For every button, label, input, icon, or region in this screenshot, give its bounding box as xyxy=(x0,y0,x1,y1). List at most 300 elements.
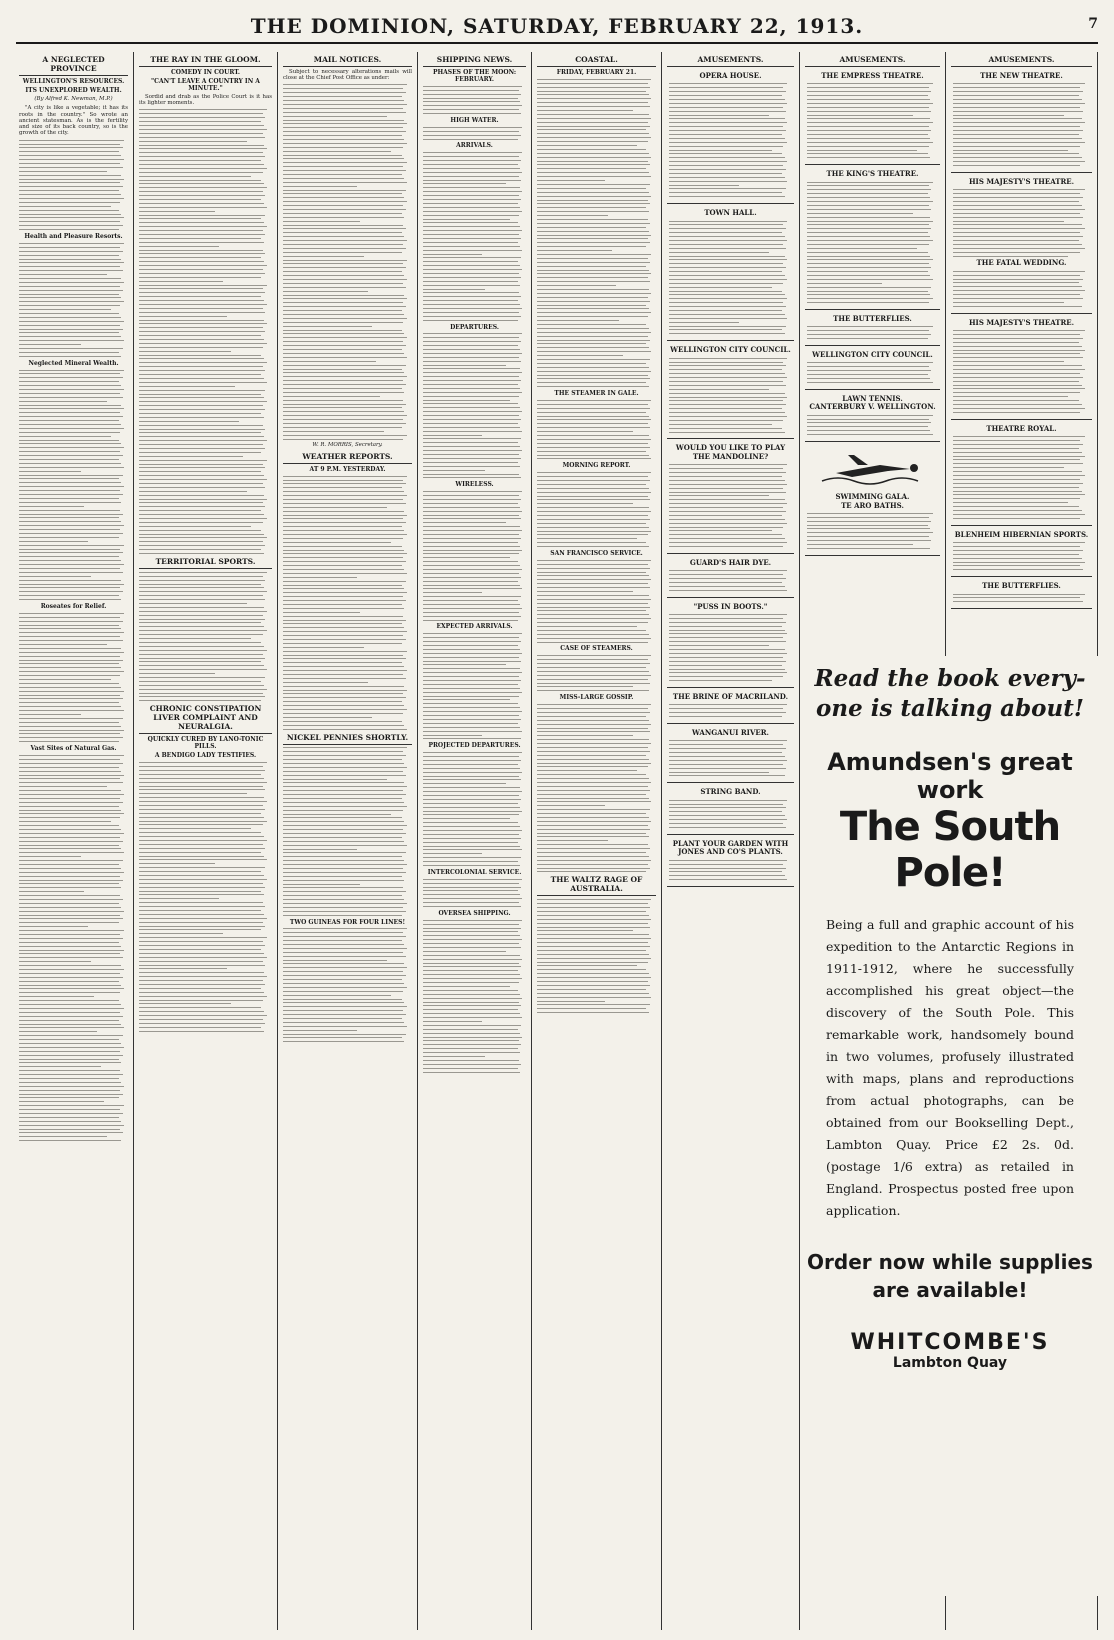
advert-seller-location: Lambton Quay xyxy=(892,1355,1008,1371)
text-line xyxy=(423,86,522,87)
text-line xyxy=(537,308,649,309)
text-line xyxy=(669,173,782,174)
text-line xyxy=(283,987,407,988)
advert-wanganui-river xyxy=(667,726,794,783)
advert-text xyxy=(669,570,792,590)
text-line xyxy=(19,412,120,413)
text-line xyxy=(669,626,782,627)
text-line xyxy=(283,491,404,492)
text-line xyxy=(537,238,648,239)
text-line xyxy=(139,382,267,383)
text-line xyxy=(19,950,124,951)
text-line xyxy=(537,347,649,348)
text-line xyxy=(19,1105,124,1106)
text-line xyxy=(537,351,651,352)
text-line xyxy=(953,385,1082,386)
text-line xyxy=(139,871,261,872)
text-line xyxy=(139,506,265,507)
text-line xyxy=(953,350,1085,351)
text-line xyxy=(139,615,263,616)
text-line xyxy=(537,683,650,684)
text-line xyxy=(953,558,1082,559)
advert-opera-house xyxy=(667,69,794,204)
text-line xyxy=(669,546,783,547)
text-line xyxy=(669,259,787,260)
text-line xyxy=(537,663,650,664)
text-line xyxy=(807,370,931,371)
text-line xyxy=(669,385,786,386)
text-line xyxy=(139,421,239,422)
text-line xyxy=(19,140,124,141)
text-line xyxy=(283,944,404,945)
text-line xyxy=(537,728,648,729)
text-line xyxy=(139,1019,263,1020)
text-line xyxy=(283,166,403,167)
text-line xyxy=(953,510,1082,511)
text-line xyxy=(139,658,265,659)
text-line xyxy=(807,240,933,241)
text-line xyxy=(19,926,88,927)
text-line xyxy=(139,1031,264,1032)
text-line xyxy=(953,193,1080,194)
text-line xyxy=(283,256,364,257)
text-line xyxy=(423,349,520,350)
text-line xyxy=(807,217,930,218)
text-line xyxy=(283,209,406,210)
text-line xyxy=(669,126,783,127)
text-line xyxy=(283,139,404,140)
text-line xyxy=(423,538,521,539)
text-line xyxy=(139,386,235,387)
body-text xyxy=(19,140,128,230)
text-line xyxy=(537,1004,650,1005)
text-line xyxy=(537,575,649,576)
text-line xyxy=(19,587,120,588)
text-line xyxy=(423,546,520,547)
text-line xyxy=(19,860,123,861)
text-line xyxy=(953,365,1082,366)
text-line xyxy=(807,228,931,229)
text-line xyxy=(669,122,787,123)
text-line xyxy=(537,731,650,732)
text-line xyxy=(537,476,648,477)
text-line xyxy=(953,459,1080,460)
text-line xyxy=(423,865,520,866)
text-line xyxy=(283,581,406,582)
text-line xyxy=(283,1002,404,1003)
text-line xyxy=(139,634,263,635)
text-line xyxy=(423,906,521,907)
text-line xyxy=(19,325,120,326)
text-line xyxy=(669,240,787,241)
text-line xyxy=(19,981,119,982)
text-line xyxy=(423,731,522,732)
text-line xyxy=(19,961,91,962)
text-line xyxy=(807,201,933,202)
text-line xyxy=(139,355,261,356)
text-line xyxy=(139,805,263,806)
text-line xyxy=(669,649,785,650)
text-line xyxy=(283,147,403,148)
text-line xyxy=(139,595,263,596)
text-line xyxy=(807,419,929,420)
text-line xyxy=(19,771,121,772)
text-line xyxy=(139,813,261,814)
text-line xyxy=(423,357,519,358)
text-line xyxy=(139,218,261,219)
advert-text xyxy=(953,436,1090,519)
text-line xyxy=(19,436,111,437)
advert-text xyxy=(953,83,1090,166)
text-line xyxy=(139,261,264,262)
text-line xyxy=(19,992,120,993)
text-line xyxy=(537,176,651,177)
text-line xyxy=(423,947,521,948)
text-line xyxy=(423,684,518,685)
page-number: 7 xyxy=(1088,16,1098,32)
text-line xyxy=(283,1014,406,1015)
text-line xyxy=(537,427,650,428)
advert-hair-dye xyxy=(667,556,794,598)
text-line xyxy=(139,817,264,818)
text-line xyxy=(807,236,930,237)
text-line xyxy=(283,507,387,508)
text-line xyxy=(139,933,223,934)
text-line xyxy=(283,287,406,288)
text-line xyxy=(669,185,739,186)
text-line xyxy=(669,302,783,303)
advert-theatre-royal xyxy=(951,422,1092,526)
text-line xyxy=(669,263,783,264)
text-line xyxy=(139,292,265,293)
text-line xyxy=(139,782,267,783)
text-line xyxy=(19,1059,119,1060)
text-line xyxy=(537,790,650,791)
text-line xyxy=(19,599,121,600)
text-line xyxy=(537,207,646,208)
text-line xyxy=(669,291,782,292)
text-line xyxy=(19,428,124,429)
text-line xyxy=(283,298,407,299)
text-line xyxy=(537,743,651,744)
text-line xyxy=(19,352,119,353)
text-line xyxy=(19,401,107,402)
text-line xyxy=(953,562,1085,563)
text-line xyxy=(283,975,406,976)
text-line xyxy=(19,953,120,954)
text-line xyxy=(669,590,787,591)
text-line xyxy=(537,993,649,994)
text-line xyxy=(537,431,633,432)
text-line xyxy=(537,587,650,588)
text-line xyxy=(537,455,649,456)
text-line xyxy=(669,397,787,398)
text-line xyxy=(537,603,648,604)
text-line xyxy=(537,716,646,717)
text-line xyxy=(953,252,1080,253)
text-line xyxy=(283,825,407,826)
text-line xyxy=(139,191,263,192)
text-line xyxy=(423,127,522,128)
text-line xyxy=(283,1026,407,1027)
text-line xyxy=(953,377,1083,378)
text-line xyxy=(283,213,402,214)
text-line xyxy=(953,236,1083,237)
text-line xyxy=(139,471,261,472)
text-line xyxy=(423,573,519,574)
text-line xyxy=(423,396,519,397)
text-line xyxy=(139,774,261,775)
text-line xyxy=(19,397,123,398)
text-line xyxy=(953,569,1083,570)
text-line xyxy=(537,91,646,92)
text-line xyxy=(423,1037,522,1038)
text-line xyxy=(283,884,360,885)
text-line xyxy=(283,120,404,121)
text-line xyxy=(139,910,261,911)
text-line xyxy=(807,103,933,104)
text-line xyxy=(19,695,120,696)
text-line xyxy=(19,1047,124,1048)
text-line xyxy=(283,518,403,519)
text-line xyxy=(537,868,650,869)
text-line xyxy=(19,671,124,672)
text-line xyxy=(283,956,406,957)
text-line xyxy=(139,630,267,631)
text-line xyxy=(537,371,651,372)
text-line xyxy=(19,778,120,779)
text-line xyxy=(423,522,506,523)
text-line xyxy=(953,99,1082,100)
text-line xyxy=(283,357,407,358)
text-line xyxy=(139,444,263,445)
text-line xyxy=(953,483,1083,484)
text-line xyxy=(537,829,650,830)
text-line xyxy=(807,118,930,119)
text-line xyxy=(537,355,623,356)
text-line xyxy=(139,1000,263,1001)
text-line xyxy=(807,122,933,123)
text-line xyxy=(669,657,783,658)
advert-plants xyxy=(667,837,794,887)
text-line xyxy=(283,790,403,791)
text-line xyxy=(669,480,785,481)
text-line xyxy=(953,506,1079,507)
text-line xyxy=(19,1121,121,1122)
text-line xyxy=(139,689,267,690)
text-line xyxy=(283,439,403,440)
text-line xyxy=(139,844,263,845)
text-line xyxy=(19,1043,121,1044)
text-line xyxy=(669,716,782,717)
text-line xyxy=(139,541,263,542)
text-line xyxy=(19,798,120,799)
text-line xyxy=(283,240,407,241)
text-line xyxy=(537,560,651,561)
text-line xyxy=(19,755,124,756)
text-line xyxy=(139,429,265,430)
text-line xyxy=(807,221,933,222)
text-line xyxy=(283,651,407,652)
text-line xyxy=(283,1022,404,1023)
text-line xyxy=(537,907,650,908)
text-line xyxy=(423,222,518,223)
text-line xyxy=(19,447,124,448)
text-line xyxy=(669,279,787,280)
text-line xyxy=(283,322,403,323)
advert-title: "PUSS IN BOOTS." xyxy=(693,601,768,611)
text-line xyxy=(19,718,123,719)
column-neglected-province xyxy=(16,52,134,1630)
text-line xyxy=(283,499,403,500)
text-line xyxy=(283,302,403,303)
text-line xyxy=(139,145,264,146)
text-line xyxy=(139,894,264,895)
text-line xyxy=(953,491,1082,492)
text-line xyxy=(423,296,521,297)
text-line xyxy=(423,849,522,850)
text-line xyxy=(423,834,519,835)
text-line xyxy=(283,526,402,527)
text-line xyxy=(537,480,650,481)
column-ray-in-gloom xyxy=(136,52,278,1630)
text-line xyxy=(807,291,928,292)
advert-lawn-tennis xyxy=(805,392,940,442)
text-line xyxy=(537,759,649,760)
text-line xyxy=(537,254,651,255)
advert-empress-theatre xyxy=(805,69,940,165)
text-line xyxy=(953,412,1080,413)
text-line xyxy=(283,1006,407,1007)
text-line xyxy=(807,248,917,249)
text-line xyxy=(19,1125,124,1126)
text-line xyxy=(283,353,404,354)
text-line xyxy=(423,553,519,554)
text-line xyxy=(537,848,650,849)
text-line xyxy=(423,495,519,496)
text-line xyxy=(953,338,1083,339)
text-line xyxy=(139,696,265,697)
text-line xyxy=(807,193,928,194)
article-heading: NICKEL PENNIES SHORTLY. xyxy=(283,733,412,745)
text-line xyxy=(669,669,785,670)
text-line xyxy=(19,317,121,318)
text-line xyxy=(423,94,521,95)
text-line xyxy=(19,660,123,661)
advert-title: STRING BAND. xyxy=(700,787,761,797)
text-line xyxy=(807,294,930,295)
text-line xyxy=(537,419,651,420)
text-line xyxy=(19,891,84,892)
text-line xyxy=(283,310,402,311)
text-line xyxy=(283,369,402,370)
text-line xyxy=(423,703,518,704)
text-line xyxy=(283,341,403,342)
text-line xyxy=(807,544,913,545)
article-lead: "A city is like a vegetable; it has its roots in the country." So wrote an ancient statesman. As is the fertility and size of its back country, so is the growth of the city. xyxy=(19,105,128,137)
section-heading: Roseates for Relief. xyxy=(40,602,107,610)
text-line xyxy=(423,234,519,235)
text-line xyxy=(19,167,123,168)
text-line xyxy=(139,887,265,888)
text-line xyxy=(283,771,403,772)
text-line xyxy=(283,400,403,401)
text-line xyxy=(139,180,261,181)
text-line xyxy=(139,891,261,892)
text-line xyxy=(139,992,264,993)
text-line xyxy=(139,988,261,989)
text-line xyxy=(19,163,120,164)
text-line xyxy=(423,466,520,467)
text-line xyxy=(669,432,785,433)
text-line xyxy=(423,791,522,792)
text-line xyxy=(423,692,522,693)
text-line xyxy=(807,326,933,327)
text-line xyxy=(19,393,120,394)
text-line xyxy=(807,99,930,100)
text-line xyxy=(19,730,124,731)
text-line xyxy=(807,334,931,335)
body-text xyxy=(423,752,526,866)
text-line xyxy=(537,930,633,931)
text-line xyxy=(669,161,787,162)
text-line xyxy=(19,722,119,723)
advert-description: Being a full and graphic account of his expedition to the Antarctic Regions in 1911-1912, where he successfully accomplished his great object—the discovery of the South Pole. This remarkable work, handsomely bound in two volumes, profusely illustrated with maps, plans and reproductions from actual photographs, can be obtained from our Bookselling Dept., Lambton Quay. Price £2 2s. 0d. (postage 1/6 extra) as retailed in England. Prospectus posted free upon application. xyxy=(826,917,1074,1218)
text-line xyxy=(139,642,261,643)
text-line xyxy=(537,94,649,95)
text-line xyxy=(669,181,787,182)
text-line xyxy=(283,530,404,531)
text-line xyxy=(669,468,783,469)
text-line xyxy=(669,310,782,311)
text-line xyxy=(537,591,633,592)
text-line xyxy=(139,922,263,923)
text-line xyxy=(669,680,772,681)
text-line xyxy=(283,271,402,272)
text-line xyxy=(139,778,264,779)
text-line xyxy=(283,779,387,780)
text-line xyxy=(139,448,265,449)
advert-subtitle: THE FATAL WEDDING. xyxy=(976,258,1067,268)
advert-text xyxy=(669,800,792,828)
text-line xyxy=(953,118,1082,119)
text-line xyxy=(139,949,261,950)
text-line xyxy=(139,945,265,946)
text-line xyxy=(139,650,267,651)
advert-city-council xyxy=(805,348,940,390)
text-line xyxy=(423,1009,518,1010)
text-line xyxy=(19,294,119,295)
text-line xyxy=(139,467,265,468)
text-line xyxy=(669,756,785,757)
text-line xyxy=(283,345,406,346)
text-line xyxy=(283,260,407,261)
text-line xyxy=(139,572,267,573)
text-line xyxy=(669,676,783,677)
text-line xyxy=(423,435,482,436)
text-line xyxy=(19,510,120,511)
text-line xyxy=(283,814,391,815)
text-line xyxy=(283,435,407,436)
text-line xyxy=(423,265,520,266)
text-line xyxy=(537,836,649,837)
text-line xyxy=(669,860,787,861)
text-line xyxy=(537,786,648,787)
text-line xyxy=(139,440,267,441)
text-line xyxy=(283,495,407,496)
text-line xyxy=(19,683,119,684)
text-line xyxy=(139,300,264,301)
